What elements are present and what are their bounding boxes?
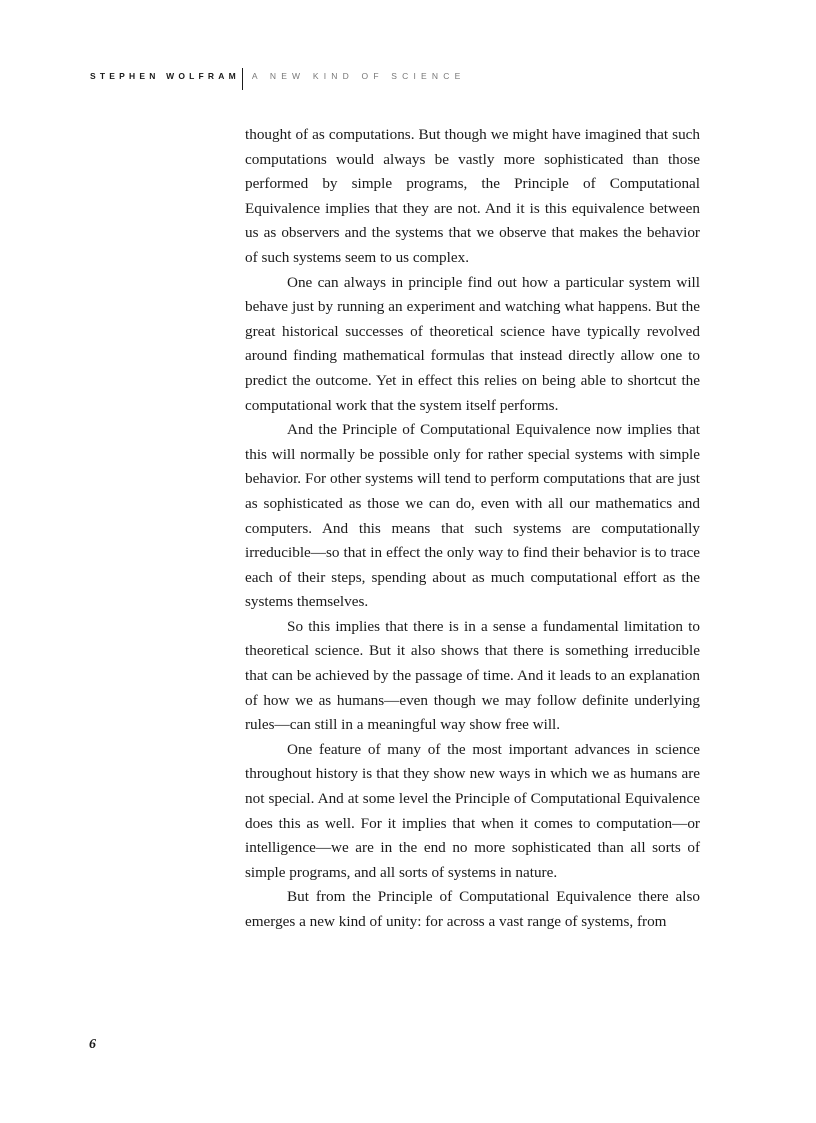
running-head [90,62,465,90]
page-number: 6 [89,1037,96,1052]
paragraph-1: thought of as computations. But though we might have imagined that such computations would always be vastly more sophisticated than those performed by simple programs, the Principle of Computational Equivalence implies that they are not. And it is this equivalence between us as observers and the systems that we observe that makes the behavior of such systems seem to us complex. [245,126,700,266]
running-head-divider [242,68,243,90]
paragraph-5: One feature of many of the most important advances in science throughout history is that they show new ways in which we as humans are not special. And at some level the Principle of Computational Equivalence does this as well. For it implies that when it comes to computation—or intelligence—we are in the end no more sophisticated than all sorts of simple programs, and all sorts of systems in nature. [245,740,700,881]
body-text [245,123,700,935]
paragraph-2: One can always in principle find out how a particular system will behave just by running an experiment and watching what happens. But the great historical successes of theoretical science have typically revolved around finding mathematical formulas that instead directly allow one to predict the outcome. Yet in effect this relies on being able to shortcut the computational work that the system itself performs. [245,273,700,414]
paragraph-3: And the Principle of Computational Equivalence now implies that this will normally be possible only for rather special systems with simple behavior. For other systems will tend to perform computations that are just as sophisticated as those we can do, even with all our mathematics and computers. And this means that such systems are computationally irreducible—so that in effect the only way to find their behavior is to trace each of their steps, spending about as much computational effort as the systems themselves. [245,421,700,611]
paragraph-4: So this implies that there is in a sense a fundamental limitation to theoretical science. But it also shows that there is something irreducible that can be achieved by the passage of time. And it leads to an explanation of how we as humans—even though we may follow definite underlying rules—can still in a meaningful way show free will. [245,617,700,734]
running-head-author: STEPHEN WOLFRAM [90,71,240,81]
running-head-book-title: A NEW KIND OF SCIENCE [251,71,466,81]
paragraph-6: But from the Principle of Computational Equivalence there also emerges a new kind of unity: for across a vast range of systems, from [245,888,700,930]
